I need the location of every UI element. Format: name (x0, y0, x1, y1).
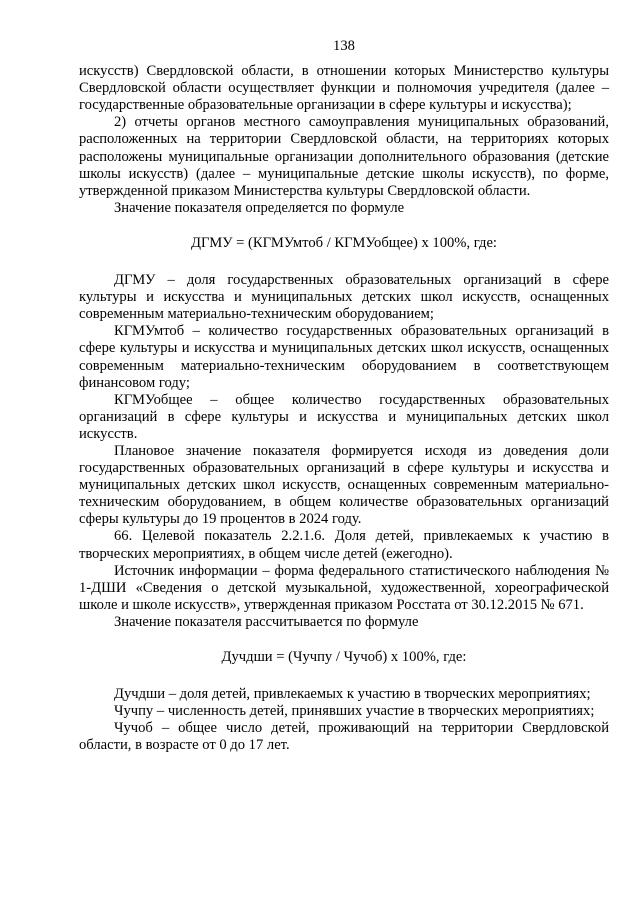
formula-duchdshi: Дучдши = (Чучпу / Чучоб) x 100%, где: (221, 649, 467, 665)
paragraph-continuation: искусств) Свердловской области, в отношении которых Министерство культуры Свердловской области осуществляет функции и полномочия учредителя (далее – государственные образовательные организации в сфере культуры и искусства); (79, 63, 609, 114)
formula-dgmu: ДГМУ = (КГМУмтоб / КГМУобщее) x 100%, где: (191, 234, 497, 251)
paragraph-info-source: Источник информации – форма федерального статистического наблюдения № 1-ДШИ «Сведения о детской музыкальной, художественной, хореографической школе и школе искусств», утвержденная приказом Росстата от 30.12.2015 № 671. (79, 562, 609, 613)
document-page (79, 38, 609, 754)
paragraph-chuchob-definition: Чучоб – общее число детей, проживающий на территории Свердловской области, в возрасте от 0 до 17 лет. (79, 720, 609, 754)
paragraph-indicator-66: 66. Целевой показатель 2.2.1.6. Доля детей, привлекаемых к участию в творческих мероприятиях, в общем числе детей (ежегодно). (79, 528, 609, 562)
paragraph-chuchpu-definition: Чучпу – численность детей, принявших участие в творческих мероприятиях; (114, 703, 595, 720)
paragraph-kgmuobshchee-definition: КГМУобщее – общее количество государственных образовательных организаций в сфере культуры и искусства и муниципальных детских школ искусств. (79, 391, 609, 442)
paragraph-duchdshi-definition: Дучдши – доля детей, привлекаемых к участию в творческих мероприятиях; (114, 686, 591, 703)
page-number: 138 (333, 38, 355, 54)
paragraph-reports: 2) отчеты органов местного самоуправления муниципальных образований, расположенных на территории Свердловской области, на территориях которых расположены муниципальные организации дополнительного образования (детские школы искусств) (далее – муниципальные детские школы искусств), по форме, утвержденной приказом Министерства культуры Свердловской области. (79, 114, 609, 199)
paragraph-kgmumtob-definition: КГМУмтоб – количество государственных образовательных организаций в сфере культуры и искусства и муниципальных детских школ искусств, оснащенных современным материально-техническим оборудованием в соответствующем финансовом году; (79, 323, 609, 391)
paragraph-planned-value: Плановое значение показателя формируется исходя из доведения доли государственных образовательных организаций в сфере культуры и искусства и муниципальных детских школ искусств, оснащенных современным материально-техническим оборудованием, в общем количестве образовательных организаций сферы культуры до 19 процентов в 2024 году. (79, 442, 609, 528)
paragraph-dgmu-definition: ДГМУ – доля государственных образовательных организаций в сфере культуры и искусства и муниципальных детских школ искусств, оснащенных современным материально-техническим оборудованием; (79, 272, 609, 323)
paragraph-formula-intro: Значение показателя определяется по формуле (114, 199, 405, 216)
paragraph-calculation-intro: Значение показателя рассчитывается по формуле (114, 613, 419, 630)
